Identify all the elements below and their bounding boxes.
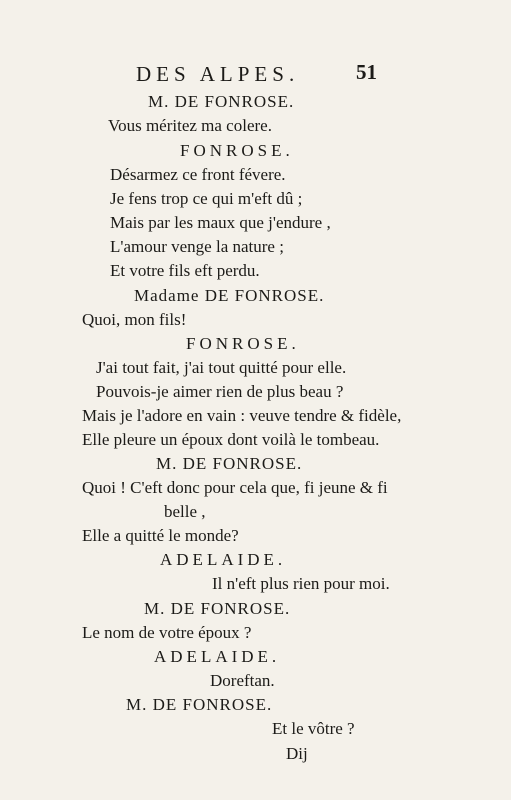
verse-line: Il n'eft plus rien pour moi. (212, 574, 390, 593)
signature-mark: Dij (286, 744, 308, 763)
verse-line: Quoi ! C'eft donc pour cela que, fi jeune & fi (82, 478, 388, 497)
page-number: 51 (356, 60, 377, 84)
verse-line: belle , (164, 502, 206, 521)
verse-line: Désarmez ce front févere. (110, 165, 286, 184)
verse-line: Mais je l'adore en vain : veuve tendre & fidèle, (82, 406, 402, 425)
verse-line: Quoi, mon fils! (82, 310, 187, 329)
verse-line: J'ai tout fait, j'ai tout quitté pour elle. (96, 358, 347, 377)
verse-line: Je fens trop ce qui m'eft dû ; (110, 189, 303, 208)
speaker-name: M. DE FONROSE. (156, 454, 303, 473)
verse-line: Doreftan. (210, 671, 275, 690)
speaker-name: ADELAIDE. (154, 647, 281, 666)
speaker-name: Madame DE FONROSE. (134, 286, 325, 305)
verse-line: Elle a quitté le monde? (82, 526, 239, 545)
verse-line: Et votre fils eft perdu. (110, 261, 260, 280)
speaker-name: M. DE FONROSE. (126, 695, 273, 714)
running-title: DES ALPES. (136, 62, 300, 86)
speaker-name: FONROSE. (180, 141, 294, 160)
speaker-name: M. DE FONROSE. (144, 599, 291, 618)
verse-line: L'amour venge la nature ; (110, 237, 284, 256)
verse-line: Pouvois-je aimer rien de plus beau ? (96, 382, 344, 401)
verse-line: Mais par les maux que j'endure , (110, 213, 331, 232)
verse-line: Vous méritez ma colere. (108, 116, 272, 135)
verse-line: Et le vôtre ? (272, 719, 355, 738)
speaker-name: M. DE FONROSE. (148, 92, 295, 111)
verse-line: Elle pleure un époux dont voilà le tombeau. (82, 430, 380, 449)
speaker-name: ADELAIDE. (160, 550, 287, 569)
verse-line: Le nom de votre époux ? (82, 623, 252, 642)
speaker-name: FONROSE. (186, 334, 300, 353)
